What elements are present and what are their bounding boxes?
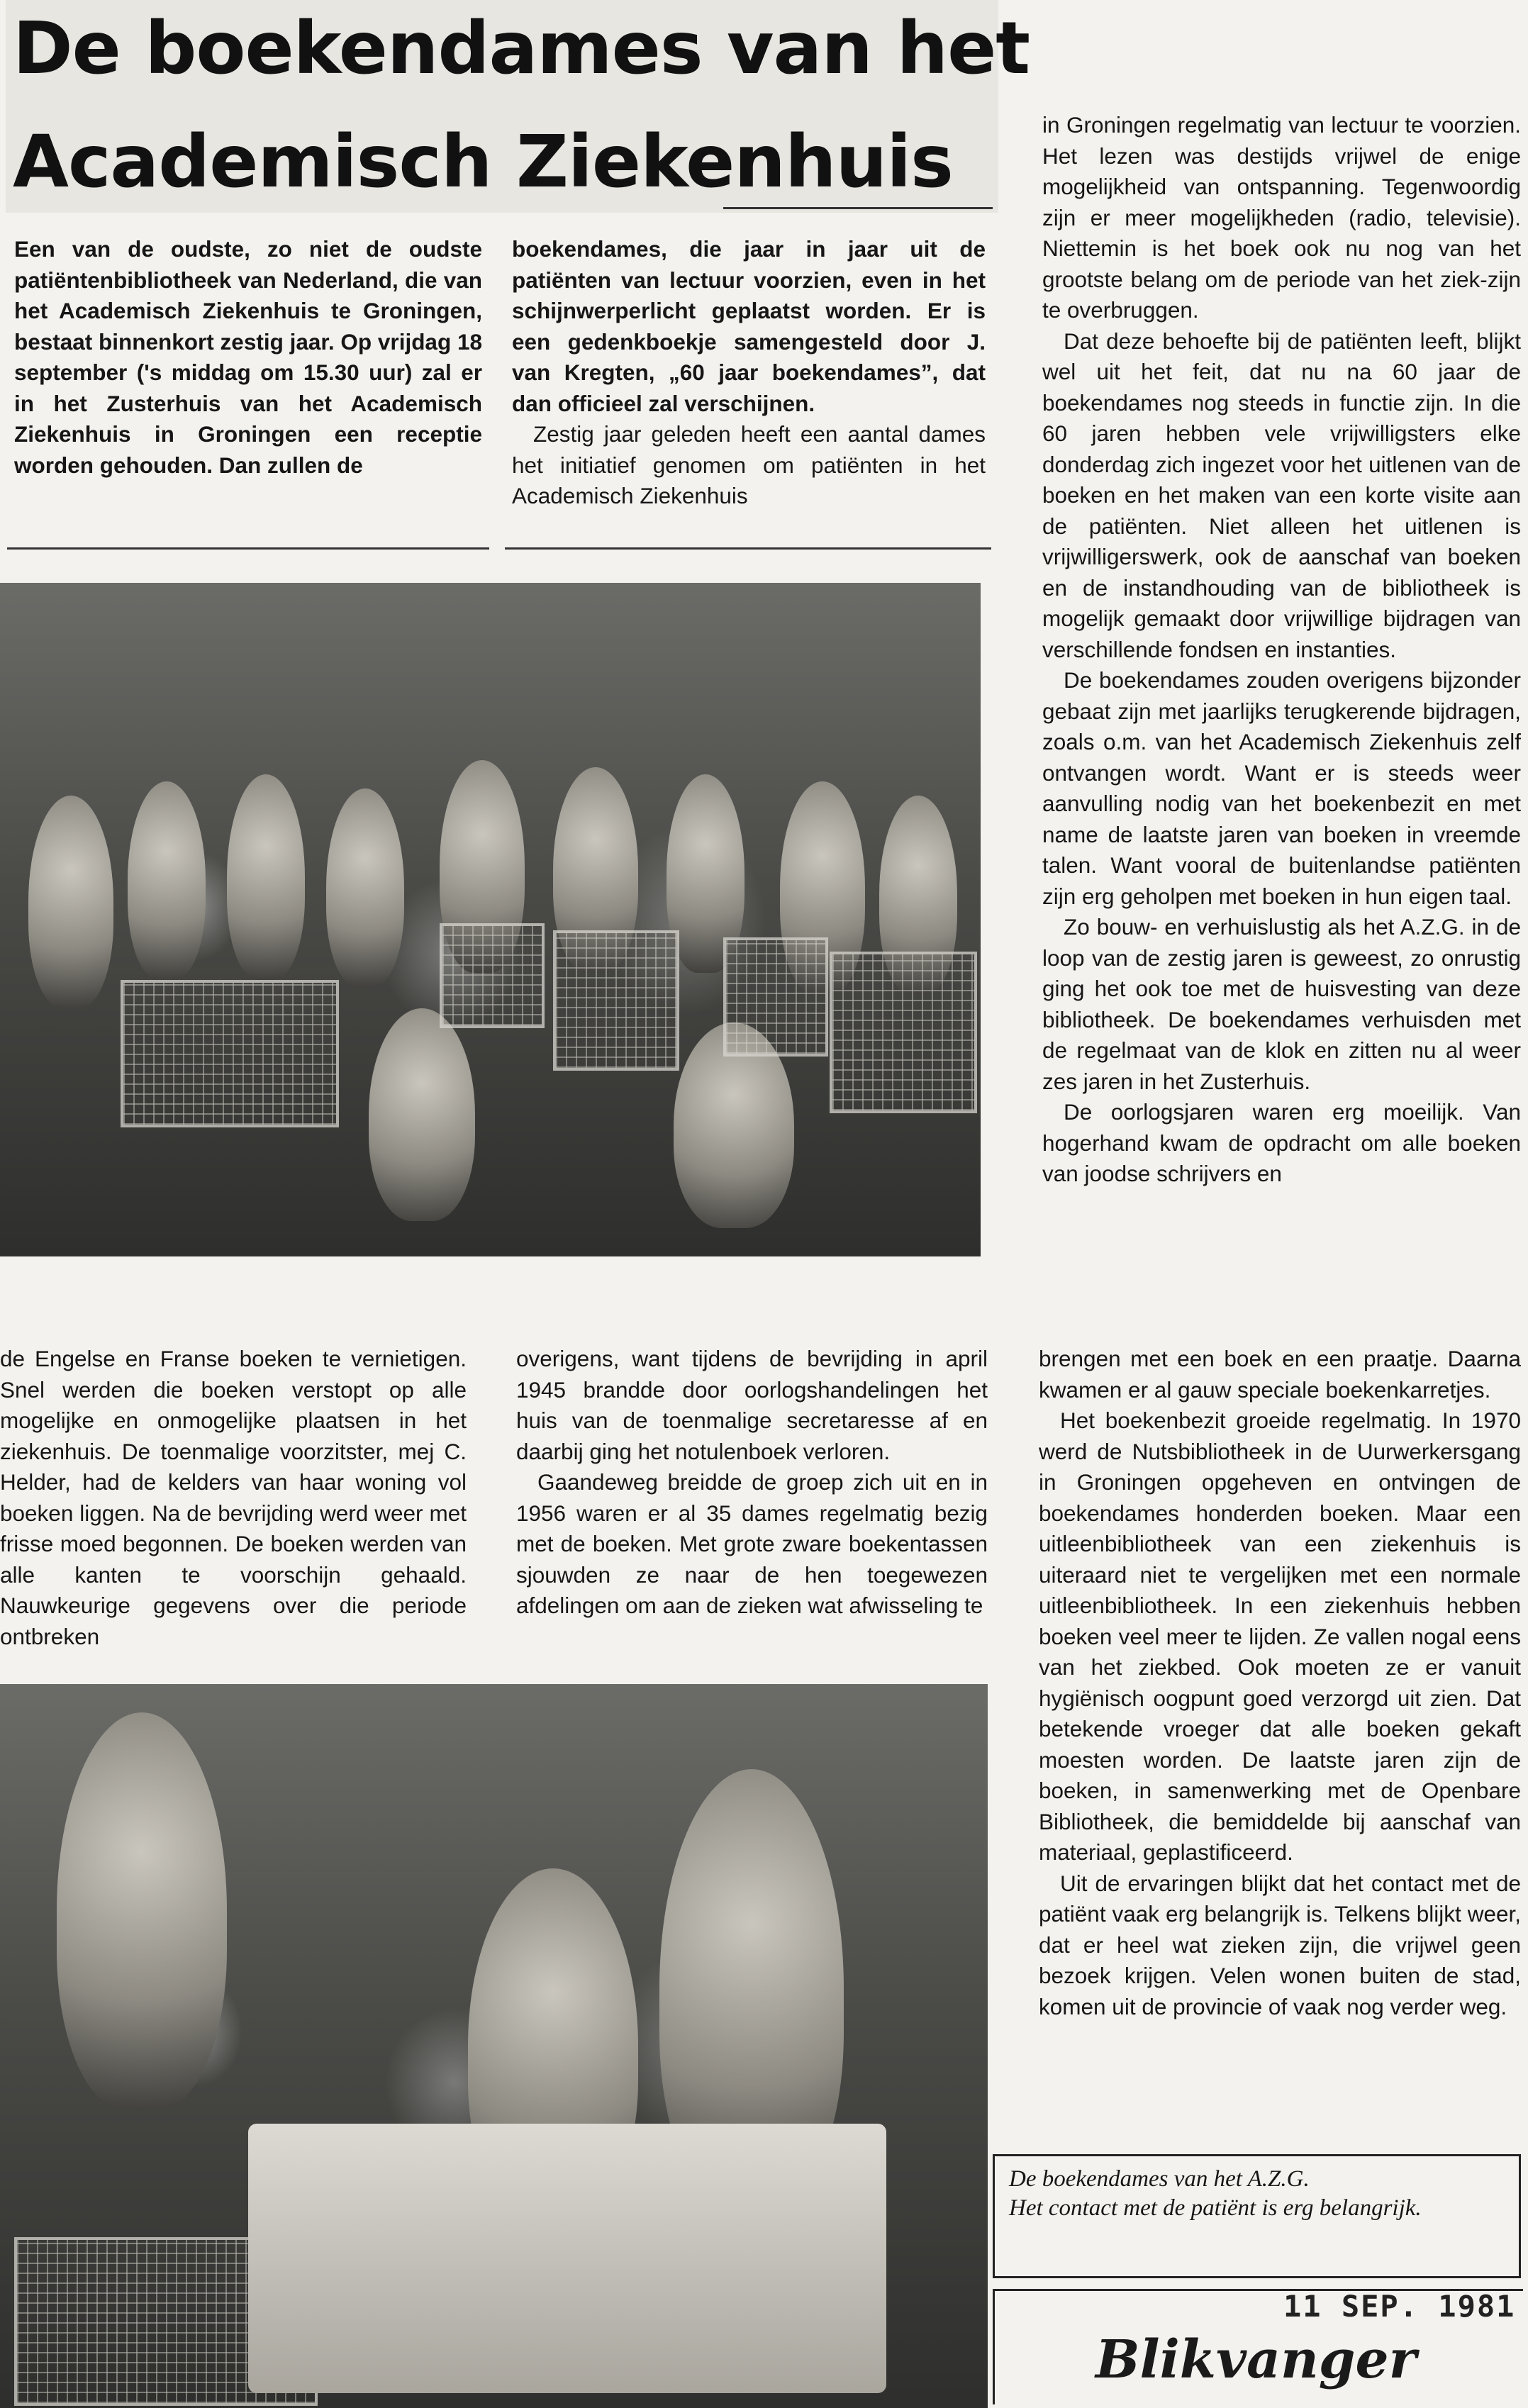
right-top-paragraph-1: in Groningen regelmatig van lectuur te voorzien. Het lezen was destijds vrijwel de enige mogelijkheid van ontspanning. Tegenwoordig zijn er meer mogelijkheden (radio, televisie). Niettemin is het boek ook nu nog van het grootste belang om de periode van het ziek-zijn te overbruggen. <box>1042 112 1521 323</box>
right-bottom-paragraph-3: Uit de ervaringen blijkt dat het contact met de patiënt vaak erg belangrijk is. Telkens blijkt weer, dat er heel wat zieken zijn, die vrijwel geen bezoek krijgen. Velen wonen buiten de stad, komen uit de provincie of vaak nog verder weg. <box>1039 1870 1521 2019</box>
headline-line-2: Academisch Ziekenhuis <box>13 120 953 204</box>
intro-column-2 <box>512 234 986 512</box>
newspaper-logo: Blikvanger <box>1095 2329 1417 2390</box>
right-top-paragraph-5: De oorlogsjaren waren erg moeilijk. Van hogerhand kwam de opdracht om alle boeken van joodse schrijvers en <box>1042 1099 1521 1186</box>
middle-paragraph-3: Gaandeweg breidde de groep zich uit en in 1956 waren er al 35 dames regelmatig bezig met de boeken. Met grote zware boekentassen sjouwden ze naar de hen toegewezen afdelingen om aan de zieken wat afwisseling te <box>516 1469 988 1618</box>
intro-paragraph-1: Een van de oudste, zo niet de oudste patiëntenbibliotheek van Nederland, die van het Academisch Ziekenhuis te Groningen, bestaat binnenkort zestig jaar. Op vrijdag 18 september ('s middag om 15.30 uur) zal er in het Zusterhuis van het Academisch Ziekenhuis in Groningen een receptie worden gehouden. Dan zullen de <box>14 236 482 478</box>
right-bottom-paragraph-2: Het boekenbezit groeide regelmatig. In 1970 werd de Nutsbibliotheek in de Uurwerkersgang in Groningen opgeheven en ontvingen de boekendames honderden boeken. Maar een uitleenbibliotheek van een ziekenhuis is uiteraard niet te vergelijken met een normale uitleenbibliotheek. In een ziekenhuis hebben boeken veel meer te lijden. Ze vallen nogal eens van het ziekbed. Ook moeten ze er vanuit hygiënisch oogpunt goed verzorgd uit zien. Dat betekende vroeger dat alle boeken gekaft moesten worden. De laatste jaren zijn de boeken, in samenwerking met de Openbare Bibliotheek, die bemiddelde bij aanschaf van materiaal, geplastificeerd. <box>1039 1408 1521 1865</box>
body-paragraph-start: Zestig jaar geleden heeft een aantal dames het initiatief genomen om patiënten in het Academisch Ziekenhuis <box>512 421 986 508</box>
photo-caption <box>993 2154 1521 2278</box>
intro-rule-right <box>505 547 991 550</box>
headline-rule <box>723 207 993 209</box>
caption-line-2: Het contact met de patiënt is erg belangrijk. <box>1009 2195 1422 2221</box>
caption-line-1: De boekendames van het A.Z.G. <box>1009 2166 1310 2192</box>
intro-paragraph-2: boekendames, die jaar in jaar uit de patiënten van lectuur voorzien, even in het schijnwerperlicht geplaatst worden. Er is een gedenkboekje samengesteld door J. van Kregten, „60 jaar boekendames”, dat dan officieel zal verschijnen. <box>512 236 986 416</box>
middle-column-1 <box>0 1344 467 1652</box>
intro-rule-left <box>7 547 489 550</box>
right-top-paragraph-3: De boekendames zouden overigens bijzonder gebaat zijn met jaarlijks terugkerende bijdragen, zoals o.m. van het Academisch Ziekenhuis zelf ontvangen wordt. Want er is steeds weer aanvulling nodig van het boekenbezit en met name de laatste jaren van boeken in vreemde talen. Want vooral de buitenlandse patiënten zijn erg geholpen met boeken in hun eigen taal. <box>1042 667 1521 909</box>
right-top-paragraph-2: Dat deze behoefte bij de patiënten leeft, blijkt wel uit het feit, dat nu na 60 jaar de boekendames nog steeds in functie zijn. In die 60 jaren hebben vele vrijwilligsters elke donderdag zich ingezet voor het uitlenen van de boeken en het maken van een korte visite aan de patiënten. Niet alleen het uitlenen is vrijwilligerswerk, ook de aanschaf van boeken en de instandhouding van de bibliotheek is mogelijk gemaakt door vrijwillige bijdragen van verschillende fondsen en instanties. <box>1042 328 1521 662</box>
right-bottom-paragraph-1: brengen met een boek en een praatje. Daarna kwamen er al gauw speciale boekenkarretjes. <box>1039 1346 1521 1403</box>
middle-paragraph-1: de Engelse en Franse boeken te vernietigen. Snel werden die boeken verstopt op alle mogelijke en onmogelijke plaatsen in het ziekenhuis. De toenmalige voorzitster, mej C. Helder, had de kelders van haar woning vol boeken liggen. Na de bevrijding werd weer met frisse moed begonnen. De boeken werden van alle kanten te voorschijn gehaald. Nauwkeurige gegevens over die periode ontbreken <box>0 1346 467 1649</box>
bedside-photo <box>0 1684 988 2408</box>
right-column-top <box>1042 110 1521 1190</box>
intro-column-1 <box>14 234 482 481</box>
right-top-paragraph-4: Zo bouw- en verhuislustig als het A.Z.G. in de loop van de zestig jaren is geweest, zo onrustig ging het ook toe met de huisvesting van deze bibliotheek. De boekendames verhuisden met de regelmaat van de klok en zitten nu al weer zes jaren in het Zusterhuis. <box>1042 914 1521 1094</box>
right-column-bottom <box>1039 1344 1521 2022</box>
middle-paragraph-2: overigens, want tijdens de bevrijding in april 1945 brandde door oorlogshandelingen het huis van de toenmalige secretaresse af en daarbij ging het notulenboek verloren. <box>516 1346 988 1464</box>
group-photo <box>0 583 981 1256</box>
date-stamp: 11 SEP. 1981 <box>1283 2289 1516 2324</box>
headline-line-1: De boekendames van het <box>13 6 1030 91</box>
middle-column-2 <box>516 1344 988 1622</box>
